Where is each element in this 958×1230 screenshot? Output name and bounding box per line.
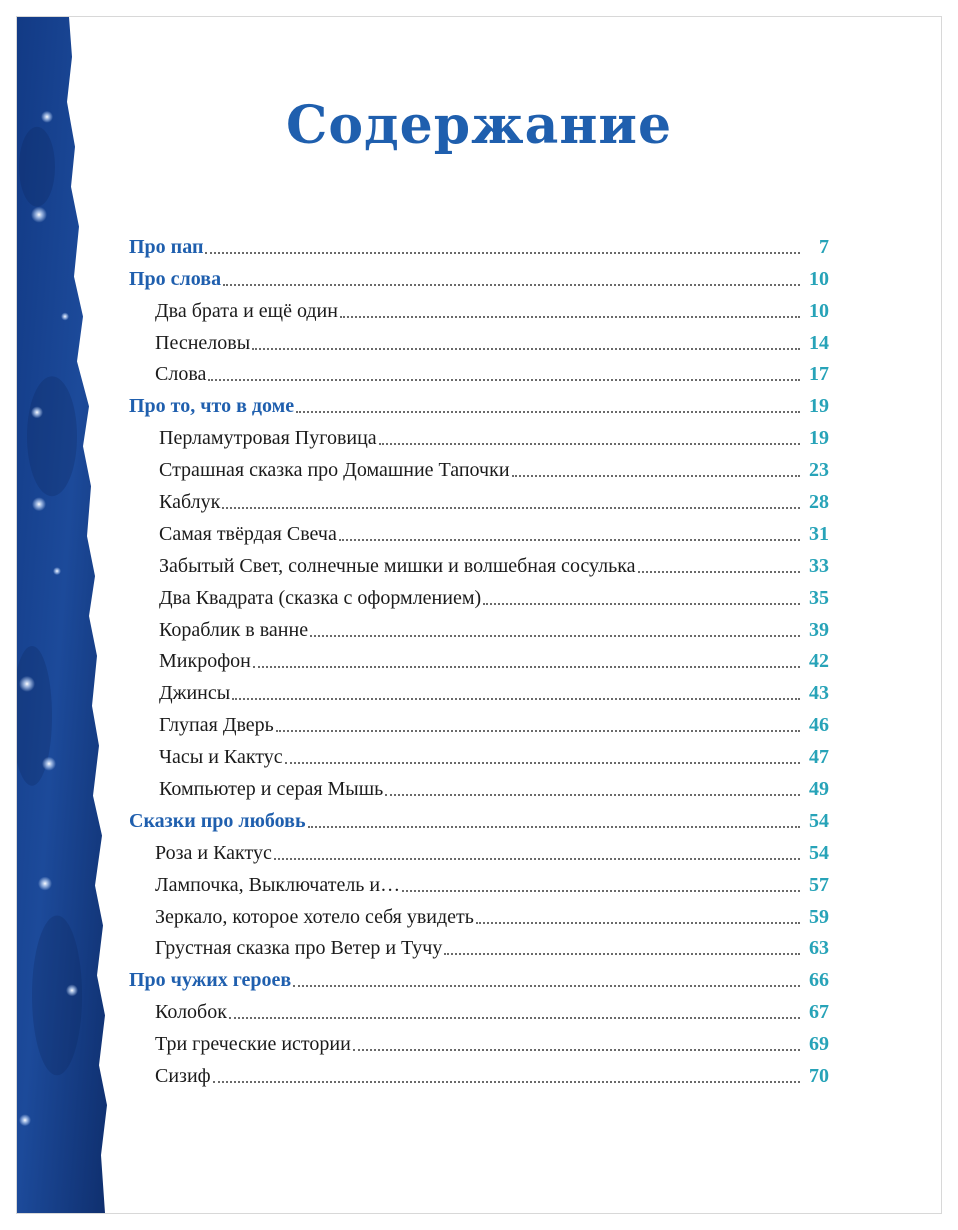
toc-entry-title: Микрофон: [159, 650, 251, 673]
dot-leader: [222, 506, 800, 509]
toc-entry[interactable]: [129, 994, 829, 1026]
dot-leader: [253, 665, 800, 668]
toc-entry-title: Каблук: [159, 491, 221, 514]
dot-leader: [308, 825, 800, 828]
toc-page-number: 17: [809, 363, 829, 386]
toc-entry-title: Зеркало, которое хотело себя увидеть: [155, 905, 474, 928]
toc-page-number: 54: [809, 841, 829, 864]
toc-entry-title: Роза и Кактус: [155, 841, 272, 864]
toc-page-number: 69: [809, 1033, 829, 1056]
toc-page-number: 57: [809, 873, 829, 896]
toc-page-number: 39: [809, 618, 829, 641]
toc-entry[interactable]: [129, 548, 829, 580]
toc-entry-title: Про чужих героев: [129, 969, 292, 992]
toc-entry[interactable]: [129, 707, 829, 739]
toc-entry[interactable]: [129, 516, 829, 548]
dot-leader: [310, 634, 800, 637]
dot-leader: [205, 251, 800, 254]
starry-sky-strip: [17, 17, 107, 1213]
toc-entry[interactable]: [129, 452, 829, 484]
toc-entry-title: Страшная сказка про Домашние Тапочки: [159, 459, 510, 482]
toc-entry[interactable]: [129, 931, 829, 963]
toc-entry[interactable]: [129, 771, 829, 803]
dot-leader: [512, 474, 800, 477]
toc-entry-title: Лампочка, Выключатель и…: [155, 873, 401, 896]
toc-section-entry[interactable]: [129, 261, 829, 293]
toc-entry[interactable]: [129, 325, 829, 357]
toc-entry[interactable]: [129, 1058, 829, 1090]
toc-entry-title: Про пап: [129, 235, 204, 258]
toc-entry-title: Забытый Свет, солнечные мишки и волшебная сосулька: [159, 554, 636, 577]
dot-leader: [293, 984, 800, 987]
toc-page-number: 49: [809, 778, 829, 801]
dot-leader: [379, 442, 800, 445]
dot-leader: [213, 1080, 800, 1083]
toc-page-number: 46: [809, 714, 829, 737]
toc-entry-title: Про слова: [129, 267, 222, 290]
toc-page-number: 19: [809, 427, 829, 450]
toc-entry[interactable]: [129, 293, 829, 325]
dot-leader: [274, 857, 800, 860]
toc-entry[interactable]: [129, 867, 829, 899]
toc-entry-title: Два брата и ещё один: [155, 299, 338, 322]
table-of-contents: [129, 229, 829, 1090]
dot-leader: [276, 729, 800, 732]
toc-entry[interactable]: [129, 420, 829, 452]
toc-section-entry[interactable]: [129, 388, 829, 420]
toc-section-entry[interactable]: [129, 962, 829, 994]
dot-leader: [340, 315, 800, 318]
toc-page-number: 33: [809, 554, 829, 577]
toc-entry-title: Перламутровая Пуговица: [159, 427, 377, 450]
toc-page-number: 70: [809, 1065, 829, 1088]
toc-entry-title: Компьютер и серая Мышь: [159, 778, 384, 801]
dot-leader: [252, 347, 800, 350]
dot-leader: [385, 793, 800, 796]
toc-entry-title: Три греческие истории: [155, 1033, 351, 1056]
toc-entry-title: Сизиф: [155, 1065, 211, 1088]
dot-leader: [476, 921, 800, 924]
dot-leader: [483, 602, 800, 605]
toc-section-entry[interactable]: [129, 229, 829, 261]
toc-entry[interactable]: [129, 835, 829, 867]
toc-entry-title: Два Квадрата (сказка с оформлением): [159, 586, 482, 609]
toc-page-number: 31: [809, 522, 829, 545]
book-page: [16, 16, 942, 1214]
toc-entry[interactable]: [129, 612, 829, 644]
toc-entry[interactable]: [129, 357, 829, 389]
toc-entry-title: Песнеловы: [155, 331, 251, 354]
toc-page-number: 43: [809, 682, 829, 705]
toc-entry-title: Колобок: [155, 1001, 227, 1024]
page-title: Содержание: [285, 95, 673, 156]
toc-page-number: 10: [809, 299, 829, 322]
toc-page-number: 19: [809, 395, 829, 418]
dot-leader: [296, 410, 800, 413]
dot-leader: [353, 1048, 800, 1051]
toc-entry[interactable]: [129, 1026, 829, 1058]
toc-entry-title: Сказки про любовь: [129, 809, 306, 832]
toc-page-number: 54: [809, 809, 829, 832]
toc-page-number: 42: [809, 650, 829, 673]
dot-leader: [638, 570, 800, 573]
toc-page-number: 63: [809, 937, 829, 960]
toc-entry-title: Самая твёрдая Свеча: [159, 522, 337, 545]
dot-leader: [285, 761, 800, 764]
dot-leader: [232, 697, 800, 700]
toc-entry[interactable]: [129, 899, 829, 931]
toc-entry[interactable]: [129, 644, 829, 676]
toc-entry-title: Слова: [155, 363, 207, 386]
toc-page-number: 59: [809, 905, 829, 928]
toc-page-number: 7: [819, 235, 829, 258]
dot-leader: [208, 378, 800, 381]
toc-page-number: 28: [809, 491, 829, 514]
toc-page-number: 35: [809, 586, 829, 609]
toc-entry-title: Часы и Кактус: [159, 746, 283, 769]
dot-leader: [229, 1016, 800, 1019]
toc-entry[interactable]: [129, 580, 829, 612]
dot-leader: [444, 952, 800, 955]
dot-leader: [402, 889, 800, 892]
toc-entry[interactable]: [129, 675, 829, 707]
toc-entry[interactable]: [129, 484, 829, 516]
toc-page-number: 47: [809, 746, 829, 769]
toc-entry-title: Глупая Дверь: [159, 714, 274, 737]
toc-page-number: 66: [809, 969, 829, 992]
toc-entry-title: Про то, что в доме: [129, 395, 295, 418]
dot-leader: [339, 538, 800, 541]
toc-page-number: 23: [809, 459, 829, 482]
toc-page-number: 10: [809, 267, 829, 290]
toc-entry-title: Грустная сказка про Ветер и Тучу: [155, 937, 443, 960]
toc-entry-title: Джинсы: [159, 682, 231, 705]
toc-page-number: 14: [809, 331, 829, 354]
toc-entry-title: Кораблик в ванне: [159, 618, 309, 641]
toc-entry[interactable]: [129, 739, 829, 771]
dot-leader: [223, 283, 800, 286]
toc-section-entry[interactable]: [129, 803, 829, 835]
toc-page-number: 67: [809, 1001, 829, 1024]
